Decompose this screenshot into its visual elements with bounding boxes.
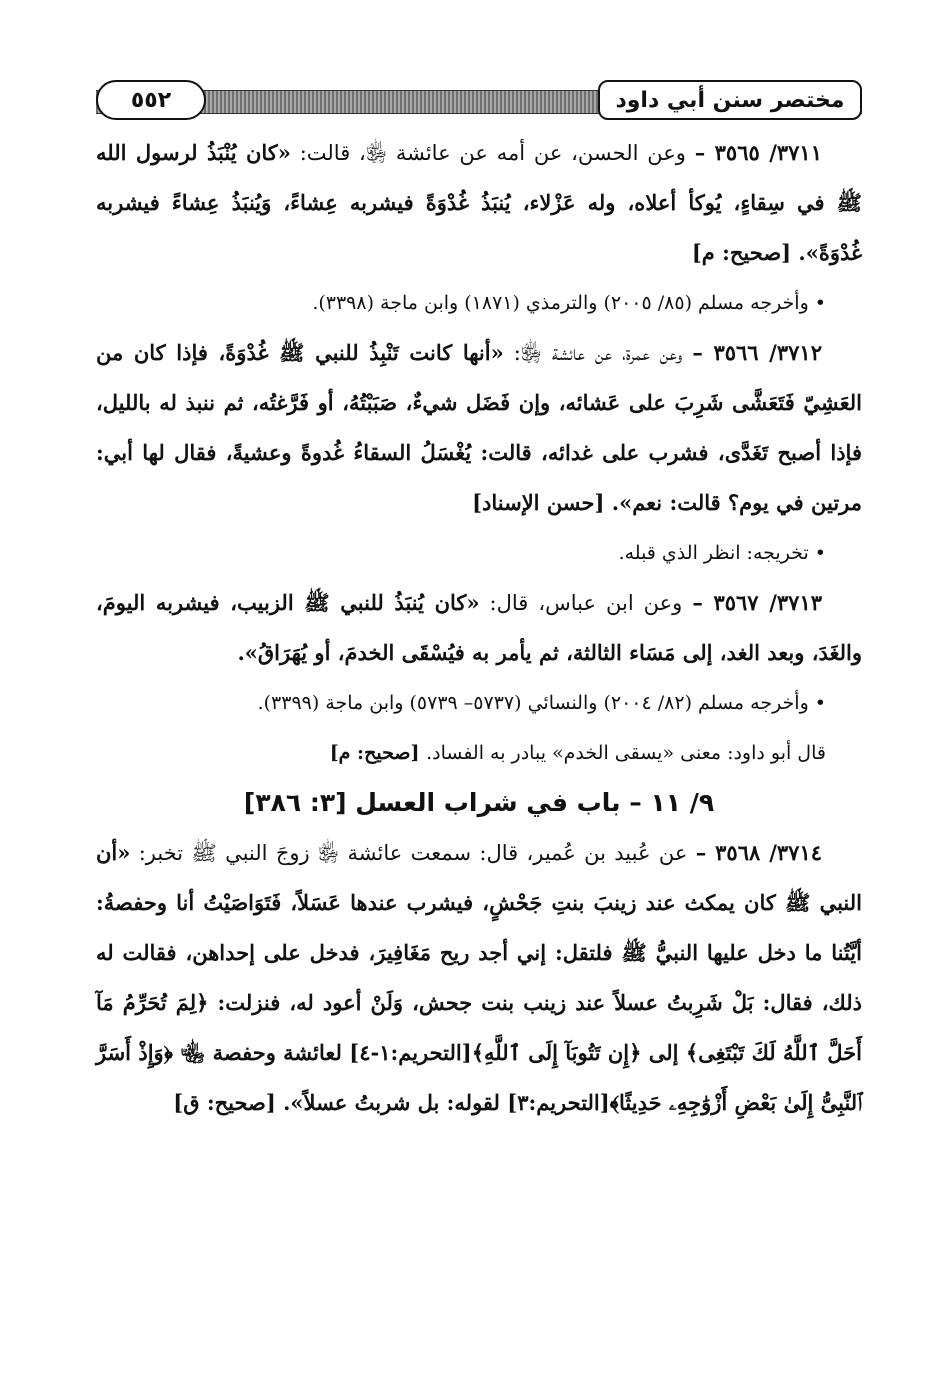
hadith-grade: . [صحيح: م] — [691, 240, 806, 265]
hadith-3712 — [96, 328, 862, 528]
note-grade: [صحيح: م] — [329, 742, 427, 764]
hadith-number: ٣٧١١/ ٣٥٦٥ – — [694, 140, 822, 165]
hadith-text: «أن النبي ﷺ كان يمكث عند زينبَ بنتِ جَحْشٍ، فيشرب عندها عَسَلاً، فَتَوَاصَيْتُ أنا وحفصةُ: أيَّتُنا ما دخل عليها النبيُّ ﷺ فلتقل: إني أجد ريح مَغَافِيرَ، فدخل على إحداهن، فقالت له ذلك، فقال: بَلْ شَرِبتُ عسلاً عند زينب بنت جحش، وَلَنْ أعود له، فنزلت: ﴿لِمَ تُحَرِّمُ مَآ أَحَلَّ ٱللَّهُ لَكَ تَبْتَغِى﴾ إلى ﴿إِن تَتُوبَآ إِلَى ٱللَّهِ﴾[التحريم:١-٤] لعائشة وحفصة ﵄ ﴿وَإِذْ أَسَرَّ ٱلنَّبِىُّ إِلَىٰ بَعْضِ أَزْوَٰجِهِۦ حَدِيثًا﴾[التحريم:٣] لقوله: بل شربتُ عسلاً» — [96, 840, 862, 1115]
hadith-text: «أنها كانت تَنْبِذُ للنبي ﷺ غُدْوَةً، فإذا كان من العَشِيّ فَتَعَشَّى شَرِبَ على عَشائه، وإن فَضَل شيءٌ، صَبَبْتُهُ، أو فَرَّغتُه، ثم ننبذ له بالليل، فإذا أصبح تَغَدَّى، فشرب على غدائه، قالت: يُغْسَلُ السقاءُ غُدوةً وعشيةً، فقال لها أبي: مرتين في يوم؟ قالت: نعم» — [96, 340, 862, 515]
page-number: ٥٥٢ — [96, 80, 206, 120]
takhrij-3711: • وأخرجه مسلم (٨٥/ ٢٠٠٥) والترمذي (١٨٧١) وابن ماجة (٣٣٩٨). — [312, 292, 826, 314]
hadith-grade: . [حسن الإسناد] — [472, 490, 620, 515]
book-title: مختصر سنن أبي داود — [598, 80, 862, 120]
abu-dawud-note — [96, 728, 862, 778]
hadith-text: «كان يُنْبَذُ لرسول الله ﷺ في سِقاءٍ، يُوكأ أعلاه، وله عَزْلاء، يُنبَذُ غُدْوَةً فيشربه عِشاءً، وَيُنبَذُ عِشاءً فيشربه غُدْوَةً» — [96, 140, 862, 265]
takhrij-3713: • وأخرجه مسلم (٨٢/ ٢٠٠٤) والنسائي (٥٧٣٧– ٥٧٣٩) وابن ماجة (٣٣٩٩). — [257, 692, 826, 714]
hadith-intro: وعن ابن عباس، قال: — [479, 591, 683, 615]
page-header — [96, 80, 862, 124]
hadith-3713 — [96, 578, 862, 678]
takhrij-3712: • تخريجه: انظر الذي قبله. — [618, 542, 826, 564]
page-body — [96, 128, 862, 1128]
hadith-number: ٣٧١٣/ ٣٥٦٧ – — [692, 590, 823, 615]
hadith-number: ٣٧١٢/ ٣٥٦٦ – — [692, 340, 822, 365]
hadith-intro: عن عُبيد بن عُمير، قال: سمعت عائشة ﵂ زوجَ النبي ﷺ تخبر: — [130, 841, 688, 865]
hadith-text: «كان يُنبَذُ للنبي ﷺ الزبيب، فيشربه اليومَ، والغَدَ، وبعد الغد، إلى مَسَاء الثالثة، ثم يأمر به فيُسْقَى الخدمَ، أو يُهَرَاقُ» — [96, 590, 862, 665]
hadith-grade: . [صحيح: ق] — [173, 1090, 291, 1115]
hadith-intro: وعن الحسن، عن أمه عن عائشة ﵂، قالت: — [290, 141, 686, 165]
hadith-grade: . — [237, 640, 245, 665]
hadith-3711 — [96, 128, 862, 278]
chapter-heading: ٩/ ١١ – باب في شراب العسل [٣: ٣٨٦] — [243, 788, 715, 817]
note-text: قال أبو داود: معنى «يسقى الخدم» يبادر به الفساد. — [426, 742, 826, 764]
hadith-number: ٣٧١٤/ ٣٥٦٨ – — [695, 840, 823, 865]
hadith-3714 — [96, 828, 862, 1128]
hadith-intro: وعن عمرة، عن عائشة ﵂: — [503, 341, 683, 365]
